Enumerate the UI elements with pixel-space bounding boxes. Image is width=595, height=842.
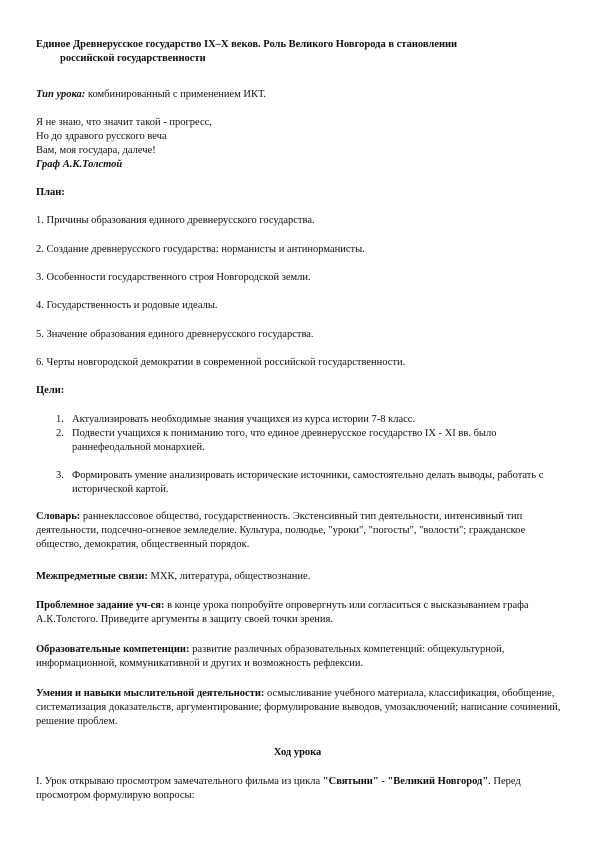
epigraph-line-2: Но до здравого русского веча <box>36 131 167 142</box>
skills-text: осмысливание учебного материала, классификация, обобщение, систематизация доказательств, аргументирование; формулирование выводов, умозаключений; написание сочинений, решение проблем. <box>36 688 561 727</box>
title-line-2: российской государственности <box>60 53 206 64</box>
plan-item: 5. Значение образования единого древнерусского государства. <box>36 329 314 340</box>
epigraph-author: Граф А.К.Толстой <box>36 159 123 170</box>
lesson-type <box>36 88 566 102</box>
document-title <box>36 38 556 66</box>
educational-competencies <box>36 643 566 671</box>
lesson-type-label: Тип урока: <box>36 89 86 100</box>
goals-heading: Цели: <box>36 385 65 396</box>
goals-list <box>36 413 556 497</box>
interdisciplinary-label: Межпредметные связи: <box>36 571 148 582</box>
vocabulary <box>36 510 566 552</box>
epigraph-line-1: Я не знаю, что значит такой - прогресс, <box>36 117 212 128</box>
competencies-text: развитие различных образовательных компетенций: общекультурной, информационной, коммуникативной и других и возможность рефлексии. <box>36 644 505 669</box>
vocabulary-text: раннеклассовое общество, государственность. Экстенсивный тип деятельности, интенсивный тип деятельности, подсечно-огневое земледелие. Культура, полюдье, "уроки", "погосты", "волости"; гражданское общество, демократия, общественный порядок. <box>36 511 526 550</box>
list-item <box>36 413 556 427</box>
plan-item: 4. Государственность и родовые идеалы. <box>36 300 218 311</box>
problem-task-text: в конце урока попробуйте опровергнуть или согласиться с высказыванием графа А.К.Толстого. Приведите аргументы в защиту своей точки зрения. <box>36 600 529 625</box>
plan-item: 3. Особенности государственного строя Новгородской земли. <box>36 272 311 283</box>
plan-item: 2. Создание древнерусского государства: норманисты и антинорманисты. <box>36 244 365 255</box>
epigraph <box>36 116 566 172</box>
lesson-course-text-1: I. Урок открываю просмотром замечательного фильма из цикла <box>36 776 323 787</box>
problem-task <box>36 599 566 627</box>
plan-item: 1. Причины образования единого древнерусского государства. <box>36 215 315 226</box>
thinking-skills <box>36 687 566 729</box>
lesson-course-intro <box>36 775 566 803</box>
vocabulary-label: Словарь: <box>36 511 81 522</box>
list-item-text: Актуализировать необходимые знания учащихся из курса истории 7-8 класс. <box>72 414 416 425</box>
plan-item: 6. Черты новгородской демократии в современной российской государственности. <box>36 357 406 368</box>
skills-label: Умения и навыки мыслительной деятельности: <box>36 688 265 699</box>
list-item-number: 2. <box>56 428 64 439</box>
list-item-text: Подвести учащихся к пониманию того, что единое древнерусское государство IX - XI вв. было раннефеодальной монархией. <box>72 428 497 453</box>
list-item-number: 1. <box>56 414 64 425</box>
epigraph-line-3: Вам, моя государа, далече! <box>36 145 156 156</box>
film-title: "Святыни" - "Великий Новгород" <box>322 776 489 787</box>
problem-task-label: Проблемное задание уч-ся: <box>36 600 165 611</box>
list-item <box>36 427 556 455</box>
interdisciplinary-links <box>36 570 566 584</box>
list-item-number: 3. <box>56 470 64 481</box>
title-line-1: Единое Древнерусское государство IX–X веков. Роль Великого Новгорода в становлении <box>36 39 458 50</box>
competencies-label: Образовательные компетенции: <box>36 644 190 655</box>
lesson-course-heading: Ход урока <box>273 747 322 758</box>
lesson-course-text-2: . Перед просмотром формулирую вопросы: <box>36 776 521 801</box>
list-item-text: Формировать умение анализировать исторические источники, самостоятельно делать выводы, работать с исторической картой. <box>72 470 544 495</box>
interdisciplinary-text: МХК, литература, обществознание. <box>147 571 311 582</box>
lesson-type-value: комбинированный с применением ИКТ. <box>85 89 267 100</box>
list-item <box>36 469 556 497</box>
plan-heading: План: <box>36 187 65 198</box>
